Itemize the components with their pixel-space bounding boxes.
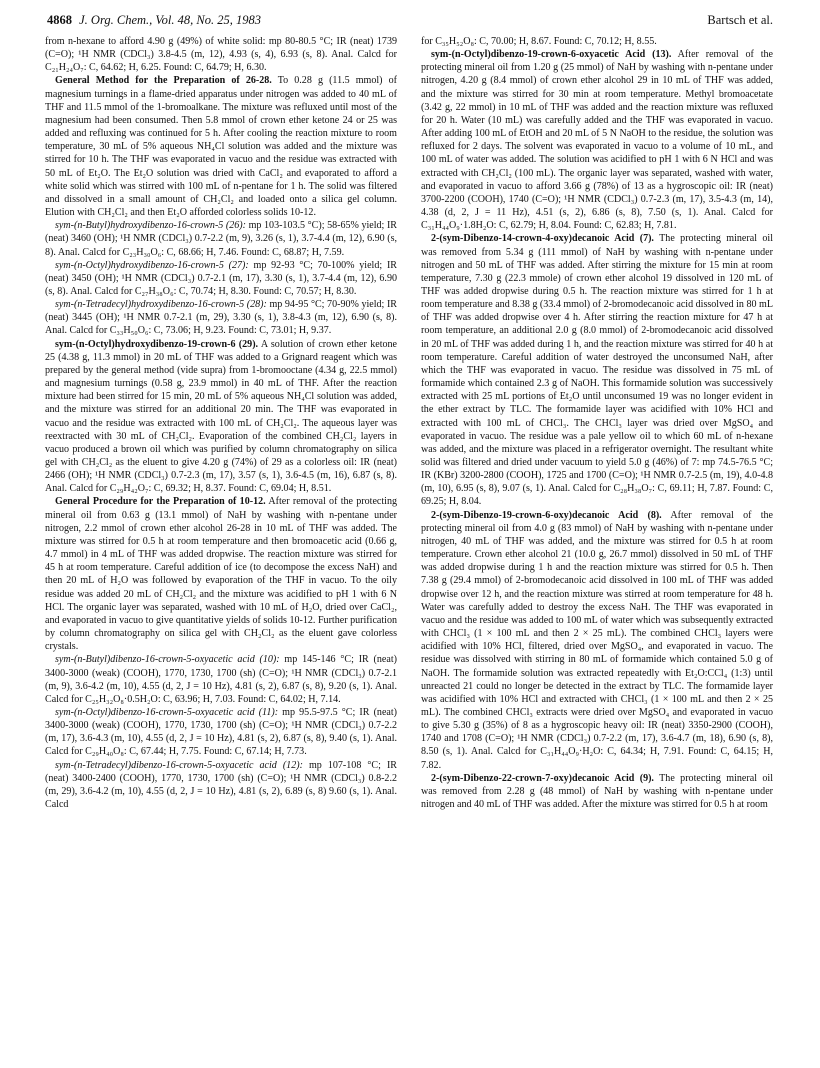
left-text-column (45, 35, 397, 811)
body-paragraph (45, 35, 397, 74)
author-running-head: Bartsch et al. (707, 13, 773, 27)
paragraph-text: After removal of the protecting mineral oil from 0.63 g (13.1 mmol) of NaH by washing with n-pentane under nitrogen, 2.2 mmol of crown ether alcohol 26-28 in 10 mL of THF was added. The mixture was stirred for 0.5 h at room temperature and then bromoacetic acid (0.66 g, 4.7 mmol) in 4 mL of THF was added dropwise. The reaction mixture was stirred for 45 h at room temperature. Careful addition of ice (to decompose the excess NaH) and then 20 mL of H₂O was followed by evaporation of the THF in vacuo. To the oily residue was added 20 mL of CH₂Cl₂ and the mixture was acidified to pH 1 with 6 N HCl. The organic layer was separated, washed with 10 mL of H₂O, dried over CaCl₂, and evaporated in vacuo to give quantitative yields of solids 10-12. Further purification by column chromatography on silica gel with CH₂Cl₂ as the eluent gave colorless crystals. (45, 496, 397, 653)
paragraph-text: mp 95.5-97.5 °C; IR (neat) 3400-3000 (weak) (COOH), 1770, 1730, 1700 (sh) (C=O); ¹H NMR (CDCl₃) 0.7-2.2 (m, 17), 3.6-4.3 (m, 10), 4.55 (d, 2, J = 10 Hz), 4.81 (s, 2), 6.87 (s, 8), 9.40 (s, 1). Anal. Calcd for C₂₉H₄₀O₈: C, 67.44; H, 7.75. Found: C, 67.14; H, 7.73. (45, 706, 398, 758)
paragraph-text: mp 92-93 °C; 70-100% yield; IR (neat) 3450 (OH); ¹H NMR (CDCl₃) 0.7-2.1 (m, 17), 3.30 (s, 1), 3.7-4.4 (m, 12), 6.90 (s, 8). Anal. Calcd for C₂₇H₃₈O₆: C, 70.74; H, 8.30. Found: C, 70.57; H, 8.30. (45, 259, 397, 297)
paragraph-text: mp 145-146 °C; IR (neat) 3400-3000 (weak) (COOH), 1770, 1730, 1700 (sh) (C=O); ¹H NMR (CDCl₃) 0.7-2.1 (m, 9), 3.6-4.2 (m, 10), 4.55 (d, 2, J = 10 Hz), 4.81 (s, 2), 6.87 (s, 8), 9.20 (s, 1). Anal. Calcd for C₂₅H₃₂O₈·0.5H₂O: C, 63.96; H, 7.03. Found: C, 64.02; H, 7.14. (45, 654, 397, 705)
paragraph-text: for C₃₅H₅₂O₈: C, 70.00; H, 8.67. Found: C, 70.12; H, 8.55. (421, 36, 657, 47)
compound-name: sym-(n-Octyl)hydroxydibenzo-16-crown-5 (27): (55, 259, 249, 271)
running-header (47, 13, 773, 33)
body-paragraph (421, 232, 773, 508)
compound-name: sym-(n-Tetradecyl)hydroxydibenzo-16-crown-5 (28): (55, 299, 267, 311)
body-paragraph (45, 495, 397, 653)
paragraph-text: mp 94-95 °C; 70-90% yield; IR (neat) 3445 (OH); ¹H NMR 0.7-2.1 (m, 29), 3.30 (s, 1), 3.8-4.3 (m, 12), 6.90 (s, 8). Anal. Calcd for C₃₃H₅₀O₆: C, 73.06; H, 9.23. Found: C, 73.01; H, 9.37. (45, 299, 397, 337)
paragraph-text: The protecting mineral oil was removed from 5.34 g (111 mmol) of NaH by washing with n-pentane under nitrogen and 50 mL of THF was added. After stirring the mixture for 15 min at room temperature, 7.30 g (22.3 mmole) of crown ether alcohol 19 dissolved in 120 mL of THF was added dropwise during 0.5 h. The reaction mixture was stirred for 1 h at room temperature and 8.38 g (33.4 mmol) of 2-bromodecanoic acid dissolved in 80 mL of THF was added dropwise over 4 h. After stirring the reaction mixture for 47 h at room temperature, an additional 2.0 g (8.0 mmol) of 2-bromodecanoic acid dissolved in 20 mL of THF was added during 1 h, and the reaction mixture was stirred for 40 h at room temperature. Careful addition of water destroyed the unconsumed NaH, after which the THF was evaporated in vacuo. The residue was dissolved in 75 mL of formamide which contained 2.3 g of NaOH. This formamide solution was successively extracted with 25 mL portions of Et₂O until unconsumed 19 was no longer evident in the ether extract by TLC. The formamide layer was acidified with 10% HCl and extracted with 100 mL of CHCl₃. The CHCl₃ layer was dried over MgSO₄ and evaporated in vacuo. The residue was a pale yellow oil to which 60 mL of n-hexane was added, and the mixture was placed in a refrigerator overnight. The resultant white solid was filtered and dried under vacuum to yield 5.0 g (46%) of 7: mp 74.5-76.5 °C; IR (KBr) 3200-2800 (COOH), 1725 and 1700 (C=O); ¹H NMR 0.7-2.5 (m, 19), 4.0-4.8 (m, 10), 6.95 (s, 8), 9.07 (s, 1). Anal. Calcd for C₂₈H₃₈O₇: C, 69.11; H, 7.87. Found: C, 69.25; H, 8.04. (421, 233, 773, 508)
body-paragraph (421, 35, 773, 48)
section-heading: 2-(sym-Dibenzo-22-crown-7-oxy)decanoic Acid (9). (431, 772, 654, 784)
paragraph-text: mp 107-108 °C; IR (neat) 3400-2400 (COOH), 1770, 1730, 1700 (sh) (C=O); ¹H NMR (CDCl₃) 0.8-2.2 (m, 29), 3.6-4.2 (m, 10), 4.55 (d, 2, J = 10 Hz), 4.81 (s, 2), 6.89 (s, 8) 9.60 (s, 1). Anal. Calcd (45, 759, 398, 811)
journal-citation: J. Org. Chem., Vol. 48, No. 25, 1983 (79, 13, 261, 27)
body-paragraph (421, 772, 773, 811)
body-paragraph (421, 509, 773, 772)
section-heading: sym-(n-Octyl)hydroxydibenzo-19-crown-6 (29). (55, 338, 259, 350)
page-number: 4868 (47, 13, 72, 27)
compound-name: sym-(n-Butyl)dibenzo-16-crown-5-oxyacetic acid (10): (55, 654, 280, 666)
paragraph-text: A solution of crown ether ketone 25 (4.38 g, 11.3 mmol) in 20 mL of THF was added to a Grignard reagent which was prepared by the general method (vide supra) from 1-bromooctane (4.34 g, 22.5 mmol) and magnesium turnings (0.58 g, 23.9 mmol) in 40 mL of THF. After the reaction mixture had been stirred for 15 min, 20 mL of 5% aqueous NH₄Cl solution was added, and the mixture was stirred for an additional 20 min. The THF was evaporated in vacuo and the residue was extracted with 100 mL of CH₂Cl₂. The aqueous layer was reextracted with 30 mL of CH₂Cl₂. Evaporation of the combined CH₂Cl₂ layers in vacuo produced a brown oil which was purified by column chromatography on silica gel with CH₂Cl₂ as the eluent to give 4.20 g (74%) of 29 as a colorless oil: IR (neat) 2466 (OH); ¹H NMR (CDCl₃) 0.7-2.3 (m, 17), 3.57 (s, 1), 3.6-4.5 (m, 16), 6.87 (s, 8). Anal. Calcd for C₂₉H₄₂O₇: C, 69.32; H, 8.37. Found: C, 69.04; H, 8.51. (45, 338, 397, 495)
right-text-column (421, 35, 773, 811)
paragraph-text: After removal of the protecting mineral oil from 1.20 g (25 mmol) of NaH by washing with n-pentane under nitrogen, 4.20 g (8.4 mmol) of crown ether alcohol 29 in 10 mL of THF was added, and the mixture was stirred for 30 min at room temperature. Methyl bromoacetate (3.42 g, 22 mmol) in 10 mL of THF was added and the reaction mixture was refluxed for 20 h. Water (10 mL) was carefully added and the THF was evaporated in vacuo. After adding 100 mL of EtOH and 20 mL of 5 N NaOH to the residue, the solution was refluxed for 2 days. The solvent was evaporated in vacuo to a volume of 10 mL, and 100 mL of water was added. The solution was acidified to pH 1 with 6 N HCl and was extracted with CH₂Cl₂ (100 mL). The organic layer was separated, washed with water, and evaporated in vacuo to afford 3.66 g (78%) of 13 as a hygroscopic oil: IR (neat) 3700-2200 (COOH), 1740 (C=O); ¹H NMR (CDCl₃) 0.7-2.3 (m, 17), 3.5-4.3 (m, 14), 4.38 (d, 2, J = 11 Hz), 4.51 (s, 2), 6.86 (s, 8), 7.50 (s, 1). Anal. Calcd for C₃₁H₄₄O₉·1.8H₂O: C, 62.79; H, 8.04. Found: C, 62.83; H, 7.81. (421, 49, 773, 232)
paragraph-text: The protecting mineral oil was removed from 2.28 g (48 mmol) of NaH by washing with n-pentane under nitrogen and 40 mL of THF was added. After the mixture was stirred for 0.5 h at room (421, 772, 773, 811)
paragraph-text: To 0.28 g (11.5 mmol) of magnesium turnings in a flame-dried apparatus under nitrogen was added to 40 mL of THF and 11.5 mmol of the 1-bromoalkane. The mixture was refluxed until most of the magnesium had been consumed. Then 5.8 mmol of crown ether ketone 24 or 25 was added and refluxing was continued for 5 h. After cooling the reaction mixture to room temperature, 30 mL of 5% aqueous NH₄Cl solution was added and the mixture was stirred for 10 h. The THF was evaporated in vacuo and the residue was extracted with 50 mL of Et₂O. The Et₂O solution was dried with CaCl₂ and evaporated to afford a white solid which was stirred with 100 mL of n-pentane for 1 h. The solid was filtered and dissolved in a small amount of CH₂Cl₂ and loaded onto a silica gel column. Elution with CH₂Cl₂ and then Et₂O afforded colorless solids 10-12. (45, 75, 397, 219)
body-paragraph (45, 74, 397, 219)
body-paragraph (45, 259, 397, 298)
paragraph-text: from n-hexane to afford 4.90 g (49%) of white solid: mp 80-80.5 °C; IR (neat) 1739 (C=O); ¹H NMR (CDCl₃) 3.8-4.5 (m, 12), 4.93 (s, 4), 6.93 (s, 8). Anal. Calcd for C₂₁H₂₄O₇: C, 64.62; H, 6.25. Found: C, 64.79; H, 6.30. (45, 36, 397, 74)
section-heading: 2-(sym-Dibenzo-14-crown-4-oxy)decanoic Acid (7). (431, 233, 654, 245)
paragraph-text: After removal of the protecting mineral oil from 4.0 g (83 mmol) of NaH by washing with n-pentane under nitrogen, 40 mL of THF was added, and the mixture was stirred for 0.5 h at room temperature. Crown ether alcohol 21 (10.0 g, 26.7 mmol) dissolved in 50 mL of THF was added dropwise during 1 h and the reaction mixture was stirred for 0.5 h. Then 7.38 g (29.4 mmol) of 2-bromodecanoic acid dissolved in 100 mL of THF was added dropwise over 12 h, and the reaction mixture was stirred at room temperature for 48 h. Water was carefully added to destroy the excess NaH. The THF was evaporated in vacuo and the residue was added to 100 mL of water which was subsequently extracted with CHCl₃ (1 × 100 mL and then 2 × 25 mL). The combined CHCl₃ layers were acidified with 10% HCl, filtered, dried over MgSO₄, and evaporated in vacuo. The residue was dissolved with stirring in 80 mL of formamide which contained 5.0 g of NaOH. The formamide solution was extracted repeatedly with Et₂O:CCl₄ (1:3) until unreacted 21 could no longer be detected in the extract by TLC. The formamide layer was acidified with 10% HCl and extracted with CHCl₃ (1 × 100 mL and then 2 × 25 mL). The combined CHCl₃ extracts were dried over MgSO₄ and evaporated in vacuo to give 5.30 g (35%) of 8 as a hygroscopic heavy oil: IR (neat) 3350-2900 (COOH), 1740 and 1708 (C=O); ¹H NMR (CDCl₃) 0.7-2.2 (m, 17), 3.6-4.7 (m, 18), 6.90 (s, 8), 8.50 (s, 1). Anal. Calcd for C₃₁H₄₄O₉·H₂O: C, 64.34; H, 7.91. Found: C, 64.15; H, 7.82. (421, 509, 773, 771)
section-heading: 2-(sym-Dibenzo-19-crown-6-oxy)decanoic Acid (8). (431, 509, 662, 521)
body-paragraph (45, 706, 397, 759)
body-paragraph (45, 298, 397, 337)
paragraph-text: mp 103-103.5 °C); 58-65% yield; IR (neat) 3460 (OH); ¹H NMR (CDCl₃) 0.7-2.2 (m, 9), 3.26 (s, 1), 3.7-4.4 (m, 12), 6.90 (s, 8). Anal. Calcd for C₂₃H₃₀O₆: C, 68.66; H, 7.46. Found: C, 68.87; H, 7.59. (45, 220, 397, 258)
compound-name: sym-(n-Octyl)dibenzo-16-crown-5-oxyacetic acid (11): (55, 706, 279, 718)
body-paragraph (45, 338, 397, 496)
compound-name: sym-(n-Tetradecyl)dibenzo-16-crown-5-oxyacetic acid (12): (55, 759, 303, 771)
body-paragraph (421, 48, 773, 232)
section-heading: General Method for the Preparation of 26-28. (55, 75, 272, 87)
section-heading: General Procedure for the Preparation of 10-12. (55, 496, 266, 508)
section-heading: sym-(n-Octyl)dibenzo-19-crown-6-oxyacetic Acid (13). (431, 49, 672, 61)
body-paragraph (45, 653, 397, 706)
body-paragraph (45, 759, 397, 812)
compound-name: sym-(n-Butyl)hydroxydibenzo-16-crown-5 (26): (55, 220, 246, 232)
body-paragraph (45, 219, 397, 258)
